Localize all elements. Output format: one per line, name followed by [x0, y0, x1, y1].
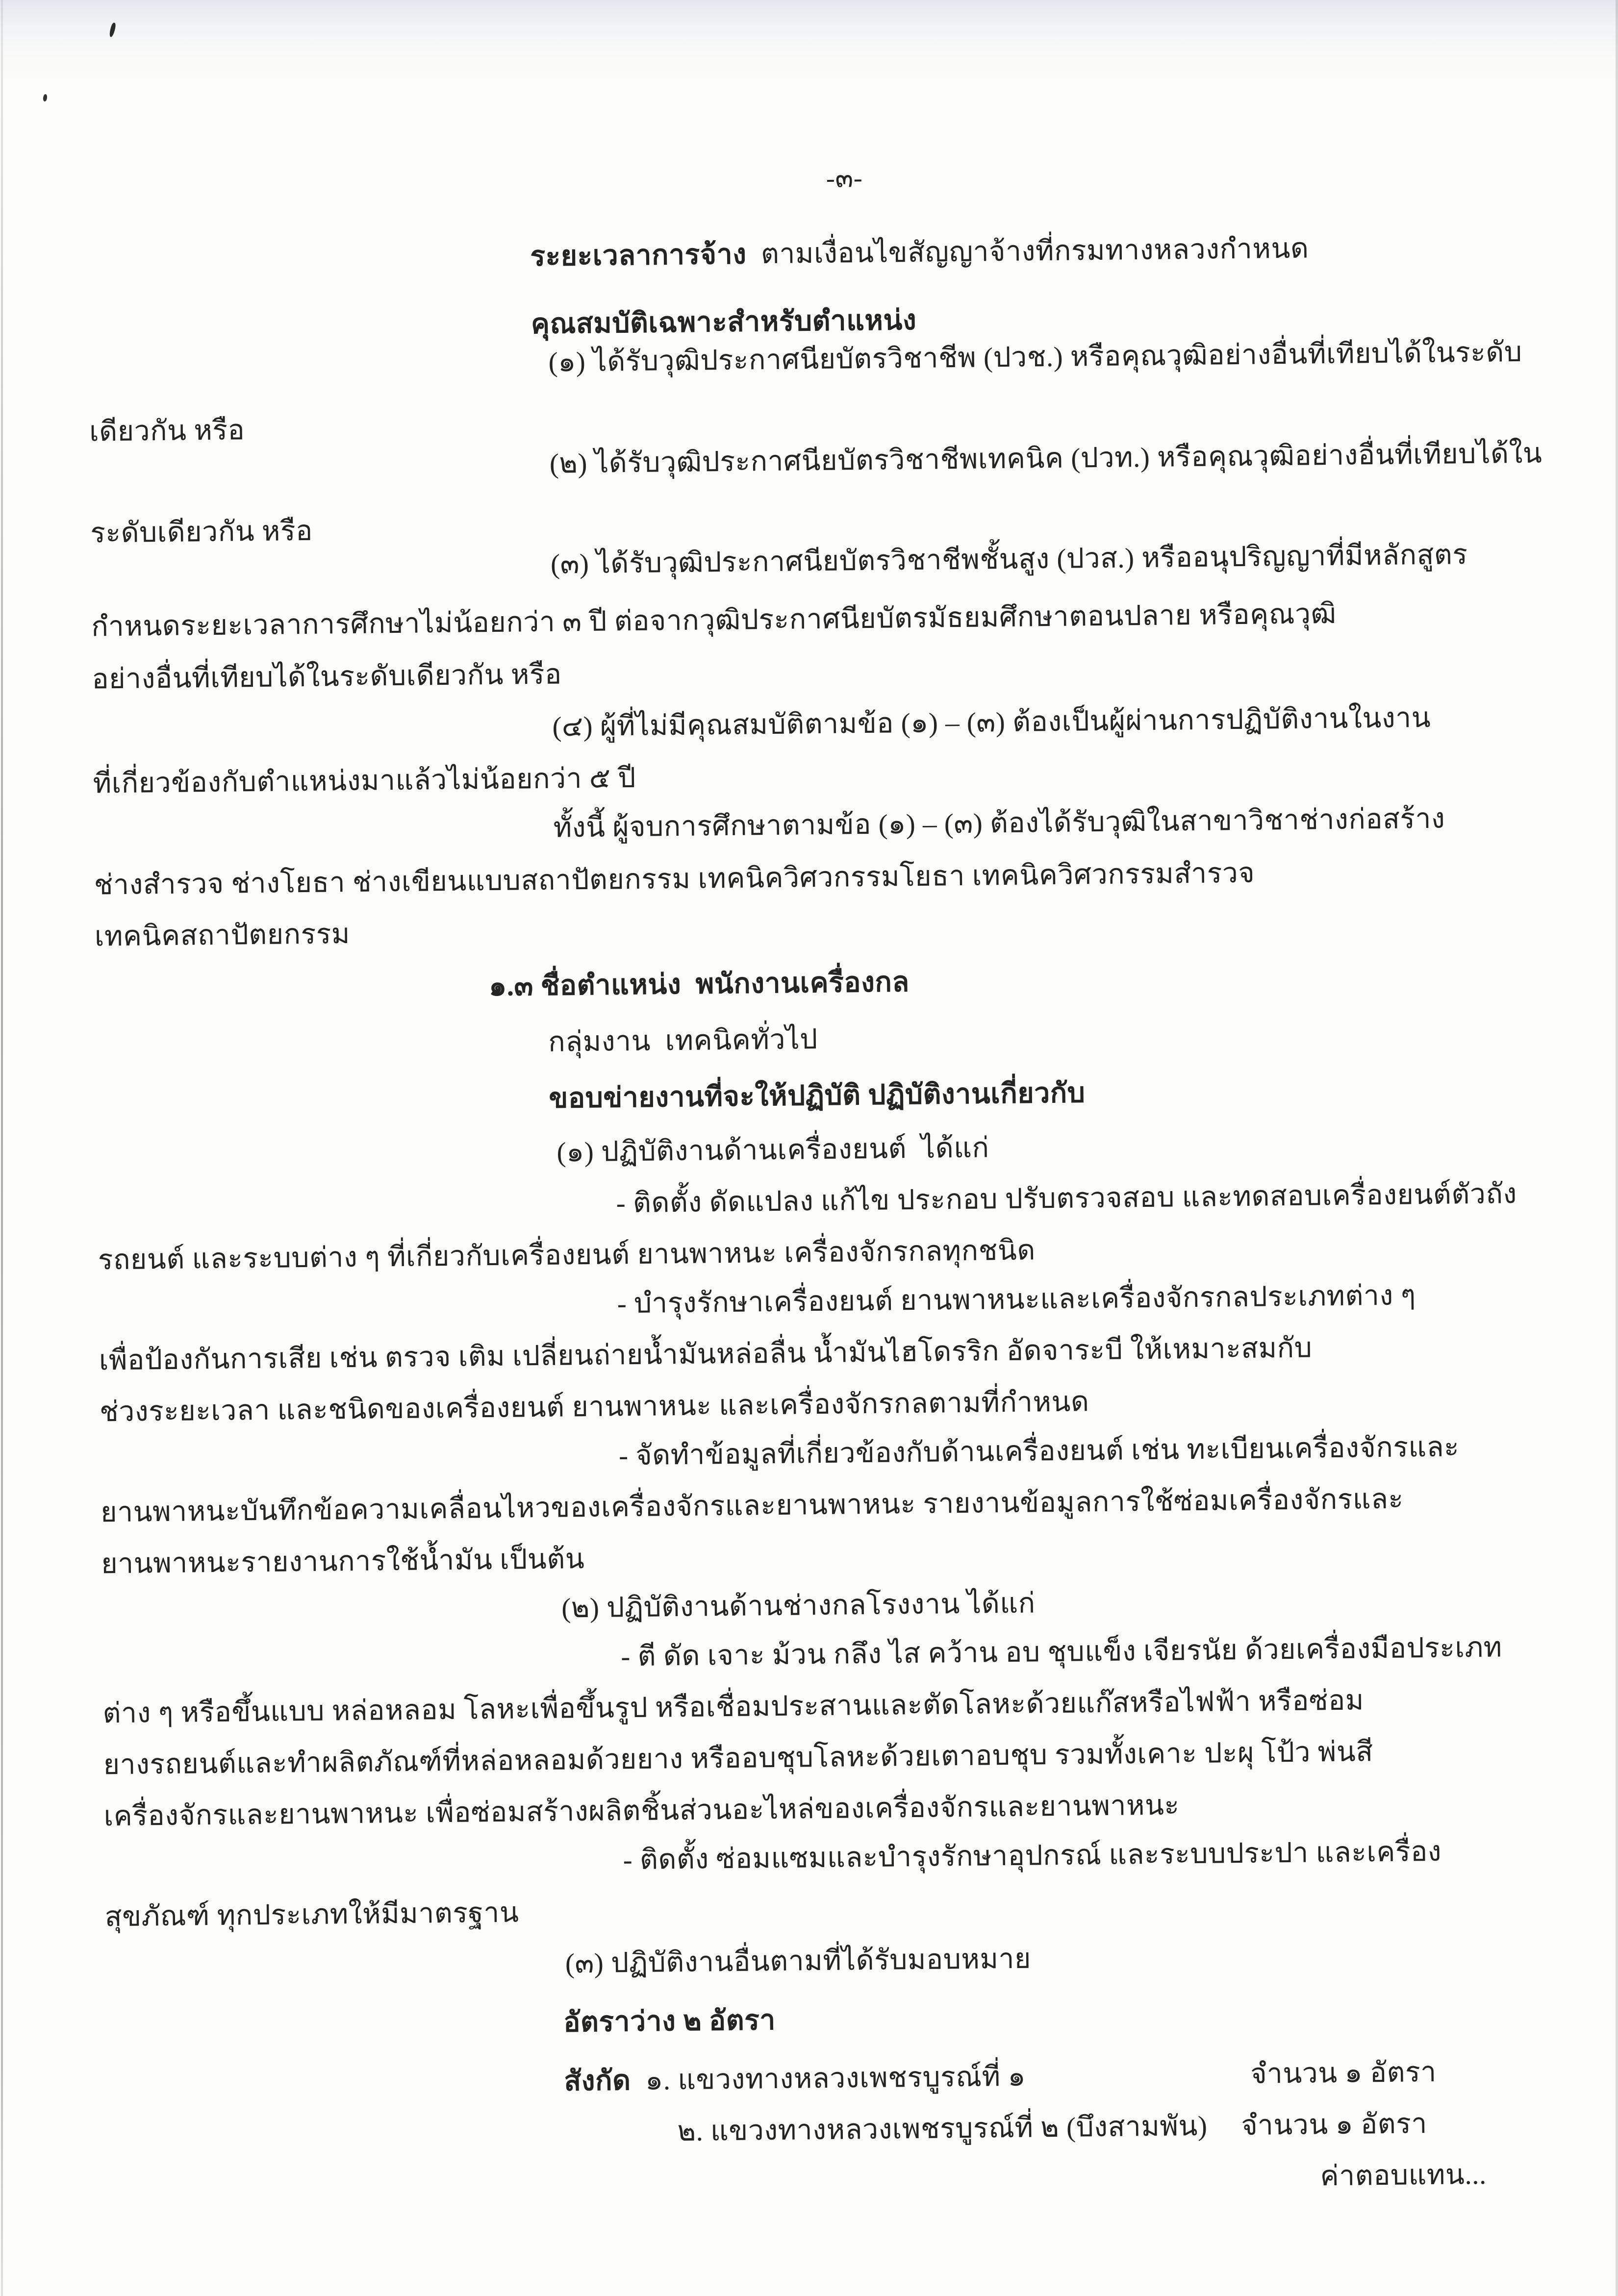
text-segment: ค่าตอบแทน... — [1320, 2159, 1487, 2192]
text-segment: เทคนิคสถาปัตยกรรม — [94, 919, 351, 952]
line-position-title — [489, 966, 910, 1003]
line-qual-2-cont — [90, 515, 313, 549]
line-duty-1a-cont — [98, 1234, 1036, 1276]
line-duty-3 — [565, 1943, 1032, 1980]
text-segment: ตามเงื่อนไขสัญญาจ้างที่กรมทางหลวงกำหนด — [746, 233, 1309, 270]
text-segment: - บำรุงรักษาเครื่องยนต์ ยานพาหนะและเครื่องจักรกลประเภทต่าง ๆ — [617, 1280, 1416, 1320]
line-work-group — [548, 1023, 818, 1058]
line-note — [553, 803, 1445, 845]
line-qualifications-heading — [531, 304, 917, 341]
text-segment: รถยนต์ และระบบต่าง ๆ ที่เกี่ยวกับเครื่องยนต์ ยานพาหนะ เครื่องจักรกลทุกชนิด — [98, 1235, 1036, 1276]
text-segment: อัตราว่าง ๒ อัตรา — [563, 2005, 776, 2038]
text-segment: ระยะเวลาการจ้าง — [530, 239, 747, 273]
text-segment: (๒) ได้รับวุฒิประกาศนียบัตรวิชาชีพเทคนิค (ปวท.) หรือคุณวุฒิอย่างอื่นที่เทียบได้ใน — [549, 438, 1542, 479]
line-duty-1c-cont2 — [101, 1543, 585, 1580]
text-segment: จำนวน ๑ อัตรา — [1250, 2056, 1437, 2090]
line-employment-period — [530, 232, 1309, 273]
line-note-cont2 — [95, 918, 351, 953]
text-segment: เพื่อป้องกันการเสีย เช่น ตรวจ เติม เปลี่ยนถ่ายน้ำมันหล่อลื่น น้ำมันไฮโดรริก อัดจาระบี ให้เหมาะสมกับ — [99, 1332, 1313, 1376]
line-next-page-hint — [1320, 2159, 1487, 2193]
text-segment: ๑. แขวงทางหลวงเพชรบูรณ์ที่ ๑ — [631, 2061, 1026, 2096]
text-segment: (๔) ผู้ที่ไม่มีคุณสมบัติตามข้อ (๑) – (๓) ต้องเป็นผู้ผ่านการปฏิบัติงานในงาน — [552, 702, 1431, 743]
text-segment: จำนวน ๑ อัตรา — [1241, 2108, 1428, 2142]
text-segment: ทั้งนี้ ผู้จบการศึกษาตามข้อ (๑) – (๓) ต้องได้รับวุฒิในสาขาวิชาช่างก่อสร้าง — [553, 803, 1445, 844]
line-qual-4-cont — [93, 762, 636, 800]
line-qual-1 — [548, 336, 1522, 378]
line-affiliation-1 — [564, 2061, 1026, 2097]
text-segment: - จัดทำข้อมูลที่เกี่ยวข้องกับด้านเครื่องยนต์ เช่น ทะเบียนเครื่องจักรและ — [618, 1431, 1460, 1472]
line-qual-3 — [551, 539, 1468, 580]
text-segment: ขอบข่ายงานที่จะให้ปฏิบัติ ปฏิบัติงานเกี่ยวกับ — [549, 1077, 1086, 1114]
line-affiliation-2-count — [1241, 2108, 1427, 2142]
line-scope-heading — [549, 1077, 1086, 1115]
line-affiliation-2 — [677, 2110, 1208, 2148]
line-qual-2 — [550, 438, 1542, 480]
line-affiliation-1-count — [1250, 2056, 1437, 2091]
text-segment: ยานพาหนะบันทึกข้อความเคลื่อนไหวของเครื่องจักรและยานพาหนะ รายงานข้อมูลการใช้ซ่อมเครื่องจักรและ — [100, 1483, 1404, 1528]
line-duty-2b — [623, 1836, 1441, 1876]
text-segment: (๓) ปฏิบัติงานอื่นตามที่ได้รับมอบหมาย — [565, 1943, 1032, 1979]
line-duty-1b-cont1 — [99, 1332, 1313, 1377]
text-segment: กำหนดระยะเวลาการศึกษาไม่น้อยกว่า ๓ ปี ต่อจากวุฒิประกาศนียบัตรมัธยมศึกษาตอนปลาย หรือคุณวุฒิ — [91, 598, 1337, 643]
text-segment: สุขภัณฑ์ ทุกประเภทให้มีมาตรฐาน — [104, 1897, 519, 1933]
line-vacancy — [563, 2004, 776, 2039]
text-segment: (๑) ได้รับวุฒิประกาศนียบัตรวิชาชีพ (ปวช.) หรือคุณวุฒิอย่างอื่นที่เทียบได้ในระดับ — [548, 336, 1522, 378]
line-duty-1a — [616, 1178, 1517, 1220]
line-qual-3-cont2 — [92, 658, 562, 696]
line-duty-2b-cont — [105, 1897, 519, 1933]
text-segment: เดียวกัน หรือ — [89, 415, 245, 448]
text-segment: ต่าง ๆ หรือขึ้นแบบ หล่อหลอม โลหะเพื่อขึ้นรูป หรือเชื่อมประสานและตัดโลหะด้วยแก๊สหรือไฟฟ้า หรือซ่อม — [102, 1685, 1365, 1729]
page-number: -๓- — [826, 163, 863, 193]
line-duty-2a-cont1 — [102, 1684, 1364, 1729]
text-segment: - ติดตั้ง ซ่อมแซมและบำรุงรักษาอุปกรณ์ และระบบประปา และเครื่อง — [623, 1836, 1442, 1876]
line-duty-1c-cont1 — [101, 1483, 1404, 1529]
line-duty-2a-cont2 — [103, 1736, 1373, 1781]
text-segment: คุณสมบัติเฉพาะสำหรับตำแหน่ง — [531, 304, 917, 340]
line-qual-1-cont — [89, 414, 245, 448]
line-duty-2a-cont3 — [103, 1789, 1180, 1833]
line-qual-3-cont1 — [91, 598, 1337, 643]
text-segment: (๓) ได้รับวุฒิประกาศนียบัตรวิชาชีพชั้นสูง (ปวส.) หรืออนุปริญญาที่มีหลักสูตร — [550, 539, 1468, 580]
text-segment: ระดับเดียวกัน หรือ — [90, 515, 313, 549]
text-segment: สังกัด — [564, 2065, 631, 2097]
text-segment: (๑) ปฏิบัติงานด้านเครื่องยนต์ ได้แก่ — [556, 1132, 989, 1168]
line-duty-2 — [561, 1587, 1036, 1624]
text-segment: ๑.๓ ชื่อตำแหน่ง พนักงานเครื่องกล — [488, 967, 910, 1002]
text-segment: ช่วงระยะเวลา และชนิดของเครื่องยนต์ ยานพาหนะ และเครื่องจักรกลตามที่กำหนด — [99, 1386, 1089, 1428]
text-segment: อย่างอื่นที่เทียบได้ในระดับเดียวกัน หรือ — [92, 659, 562, 695]
line-duty-1b-cont2 — [100, 1386, 1089, 1428]
line-duty-1 — [556, 1132, 989, 1169]
text-segment: กลุ่มงาน เทคนิคทั่วไป — [548, 1024, 818, 1058]
text-segment: ยางรถยนต์และทำผลิตภัณฑ์ที่หล่อหลอมด้วยยาง หรืออบชุบโลหะด้วยเตาอบชุบ รวมทั้งเคาะ ปะผุ โป้ว พ่นสี — [103, 1736, 1373, 1781]
text-segment: (๒) ปฏิบัติงานด้านช่างกลโรงงาน ได้แก่ — [561, 1588, 1036, 1624]
text-segment: ช่างสำรวจ ช่างโยธา ช่างเขียนแบบสถาปัตยกรรม เทคนิควิศวกรรมโยธา เทคนิควิศวกรรมสำรวจ — [94, 857, 1255, 901]
line-duty-1c — [619, 1431, 1460, 1472]
line-qual-4 — [552, 702, 1431, 743]
text-segment: - ติดตั้ง ดัดแปลง แก้ไข ประกอบ ปรับตรวจสอบ และทดสอบเครื่องยนต์ตัวถัง — [616, 1178, 1517, 1219]
text-segment: ๒. แขวงทางหลวงเพชรบูรณ์ที่ ๒ (บึงสามพัน) — [677, 2110, 1208, 2147]
text-segment: ยานพาหนะรายงานการใช้น้ำมัน เป็นต้น — [101, 1544, 585, 1580]
line-duty-2a — [621, 1631, 1502, 1672]
text-segment: เครื่องจักรและยานพาหนะ เพื่อซ่อมสร้างผลิตชิ้นส่วนอะไหล่ของเครื่องจักรและยานพาหนะ — [103, 1790, 1180, 1832]
line-note-cont1 — [94, 857, 1255, 901]
text-segment: ที่เกี่ยวข้องกับตำแหน่งมาแล้วไม่น้อยกว่า ๕ ปี — [93, 762, 636, 799]
line-duty-1b — [617, 1279, 1416, 1320]
text-segment: - ตี ดัด เจาะ ม้วน กลึง ไส คว้าน อบ ชุบแข็ง เจียรนัย ด้วยเครื่องมือประเภท — [621, 1632, 1502, 1672]
